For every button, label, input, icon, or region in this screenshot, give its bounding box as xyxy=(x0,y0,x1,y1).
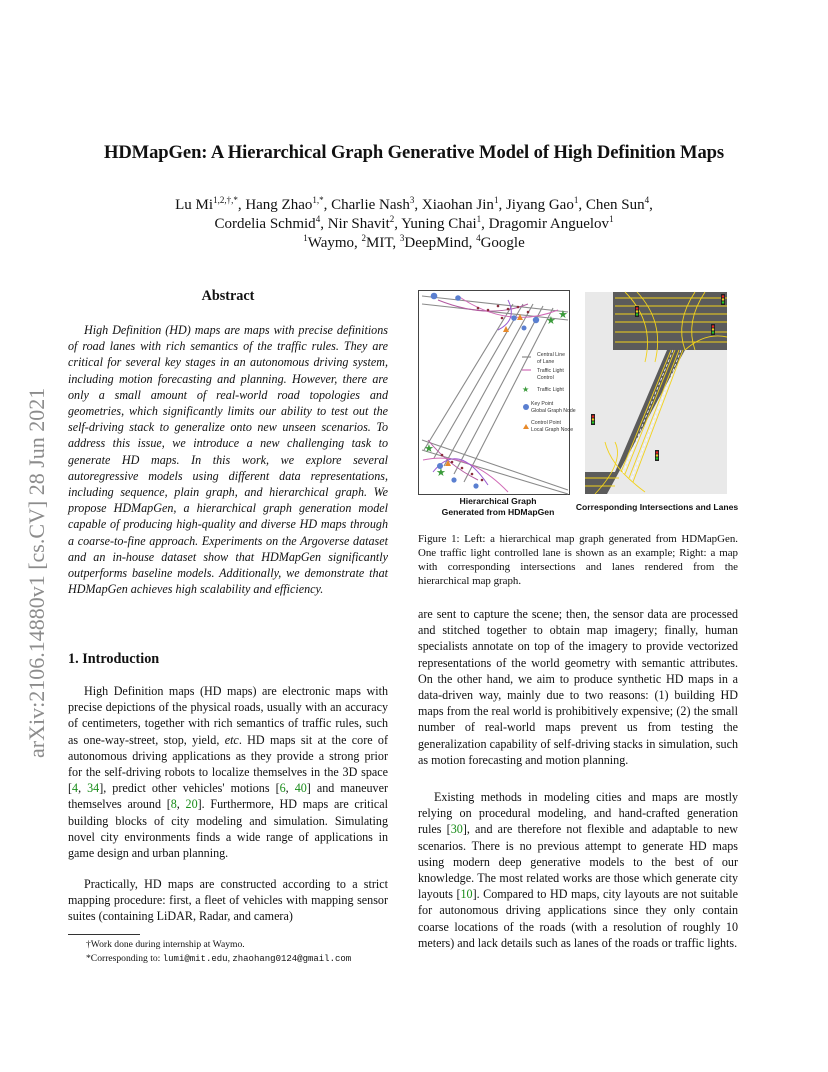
svg-text:Local Graph Node: Local Graph Node xyxy=(531,427,574,433)
citation-link[interactable]: 10 xyxy=(460,887,473,902)
figure-right-label: Corresponding Intersections and Lanes xyxy=(575,502,739,512)
email-link[interactable]: lumi@mit.edu xyxy=(162,954,228,964)
intro-paragraph-1: High Definition maps (HD maps) are electronic maps with precise depictions of the physical roads, usually with an accuracy of centimeters, together with rich semantics of traffic rules, such as one-way-street, stop, yield, etc. HD maps sit at the core of autonomous driving applications as they provide a strong prior for the self-driving robots to localize themselves in the 3D space [4, 34], predict other vehicles' motions [6, 40] and maneuver themselves around [8, 20]. Furthermore, HD maps are critical building blocks of city modeling and simulation. Simulating novel city environments finds a wide range of applications in game design and urban planning. xyxy=(68,684,389,861)
right-paragraph-2: Existing methods in modeling cities and maps are mostly relying on procedural modeling, and hand-crafted generation rules [30], and are therefore not flexible and adaptable to new scenarios. There is no previous attempt to generate HD maps using modern deep generative models to the best of our knowledge. The most related works are those which generate city layouts [10]. Compared to HD maps, city layouts are not suitable for autonomous driving applications since they only contain coarse locations of the roads (with a resolution of roughly 10 meters) and lack details such as lanes of the roads or traffic lights. xyxy=(418,790,738,950)
svg-text:Key Point: Key Point xyxy=(531,401,554,407)
figure-left-label: Hierarchical Graph Generated from HDMapGen xyxy=(441,496,555,517)
author-line-1: Lu $Mi^{1,2,\dagger,*}$, Hang Zhao$^{1,*}$, Charlie Nash$^3$, Xiaohan Jin$^1$, Jiyang Gao$^1$, Chen Sun$^4$, xyxy=(175,195,653,213)
svg-text:arXiv:2106.14880v1 [cs.CV] 2: arXiv:2106.14880v1 [cs.CV] 28 Jun 2021 xyxy=(24,387,49,758)
svg-text:Traffic Light: Traffic Light xyxy=(537,368,564,374)
svg-text:Control Point: Control Point xyxy=(531,420,561,426)
svg-text:★: ★ xyxy=(424,442,434,455)
footnote-internship: †Work done during internship at Waymo. xyxy=(86,939,245,950)
abstract-heading: Abstract xyxy=(201,288,255,304)
svg-text:★: ★ xyxy=(546,314,556,327)
svg-text:of Lane: of Lane xyxy=(537,359,555,365)
citation-link[interactable]: 8 xyxy=(170,797,177,812)
footnote-corresponding: *Corresponding to: lumi@mit.edu, zhaohang0124@gmail.com xyxy=(86,953,352,964)
svg-text:Global Graph Node: Global Graph Node xyxy=(531,408,576,414)
arxiv-identifier[interactable] xyxy=(14,300,54,760)
rendered-map-image xyxy=(585,292,727,494)
footnote-rule xyxy=(68,934,140,935)
svg-text:★: ★ xyxy=(436,466,446,479)
paper-title: HDMapGen: A Hierarchical Graph Generative Model of High Definition Maps xyxy=(103,142,725,163)
citation-link[interactable]: 30 xyxy=(450,822,463,837)
figure-1-caption: Figure 1: Left: a hierarchical map graph generated from HDMapGen. One traffic light controlled lane is shown as an example; Right: a map with corresponding intersections and lanes rendered from the hierarchical map graph. xyxy=(418,533,738,587)
right-paragraph-1: are sent to capture the scene; then, the sensor data are processed and stitched together to obtain map imagery; finally, human specialists annotate on top of the imagery to provide vectorized representations of the world geometry with semantic attributes. On the other hand, we aim to produce synthetic HD maps in a data-driven way, mainly due to two reasons: (1) building HD maps from the real world is prohibitively expensive; (2) the small number of real-world maps prevent us from testing the generalization capability of self-driving stacks in simulation, such as motion forecasting and motion planning. xyxy=(418,607,738,767)
email-link[interactable]: zhaohang0124@gmail.com xyxy=(232,954,352,964)
intro-paragraph-2: Practically, HD maps are constructed according to a strict mapping procedure: first, a fleet of vehicles with mapping sensor suites (containing LiDAR, Radar, and camera) xyxy=(68,877,388,924)
svg-text:★: ★ xyxy=(522,385,530,394)
citation-link[interactable]: 34 xyxy=(87,781,100,796)
intro-heading: 1. Introduction xyxy=(68,651,160,667)
svg-text:Traffic Light: Traffic Light xyxy=(537,387,564,393)
figure-1 xyxy=(418,290,742,520)
citation-link[interactable]: 20 xyxy=(185,797,198,812)
citation-link[interactable]: 4 xyxy=(72,781,79,796)
author-line-2: Cordelia Schmid$^4$, Nir Shavit$^2$, Yuning Chai$^1$, Dragomir Anguelov$^1$ xyxy=(214,214,614,232)
hierarchical-graph-image xyxy=(418,290,576,495)
citation-link[interactable]: 6 xyxy=(279,781,286,796)
svg-text:Central Line: Central Line xyxy=(537,352,565,358)
citation-link[interactable]: 40 xyxy=(294,781,307,796)
svg-text:★: ★ xyxy=(558,308,568,321)
affiliations: $^1$Waymo, $^2$MIT, $^3$DeepMind, $^4$Google xyxy=(303,233,525,251)
abstract-text: High Definition (HD) maps are maps with precise definitions of road lanes with rich semantics of the traffic rules. They are critical for several key stages in an autonomous driving system, including motion forecasting and planning. However, there are only a small amount of real-world road topologies and geometries, which significantly limits our ability to test out the self-driving stack to generalize onto new unseen scenarios. To address this issue, we introduce a new challenging task to generate HD maps. In this work, we explore several autoregressive models using different data representations, including sequence, plain graph, and hierarchical graph. We propose HDMapGen, a hierarchical graph generation model capable of producing high-quality and diverse HD maps through a coarse-to-fine approach. Experiments on the Argoverse dataset and an in-house dataset show that HDMapGen significantly outperforms baseline models. Additionally, we demonstrate that HDMapGen achieves high scalability and efficiency. xyxy=(68,323,388,597)
svg-text:Control: Control xyxy=(537,375,554,381)
